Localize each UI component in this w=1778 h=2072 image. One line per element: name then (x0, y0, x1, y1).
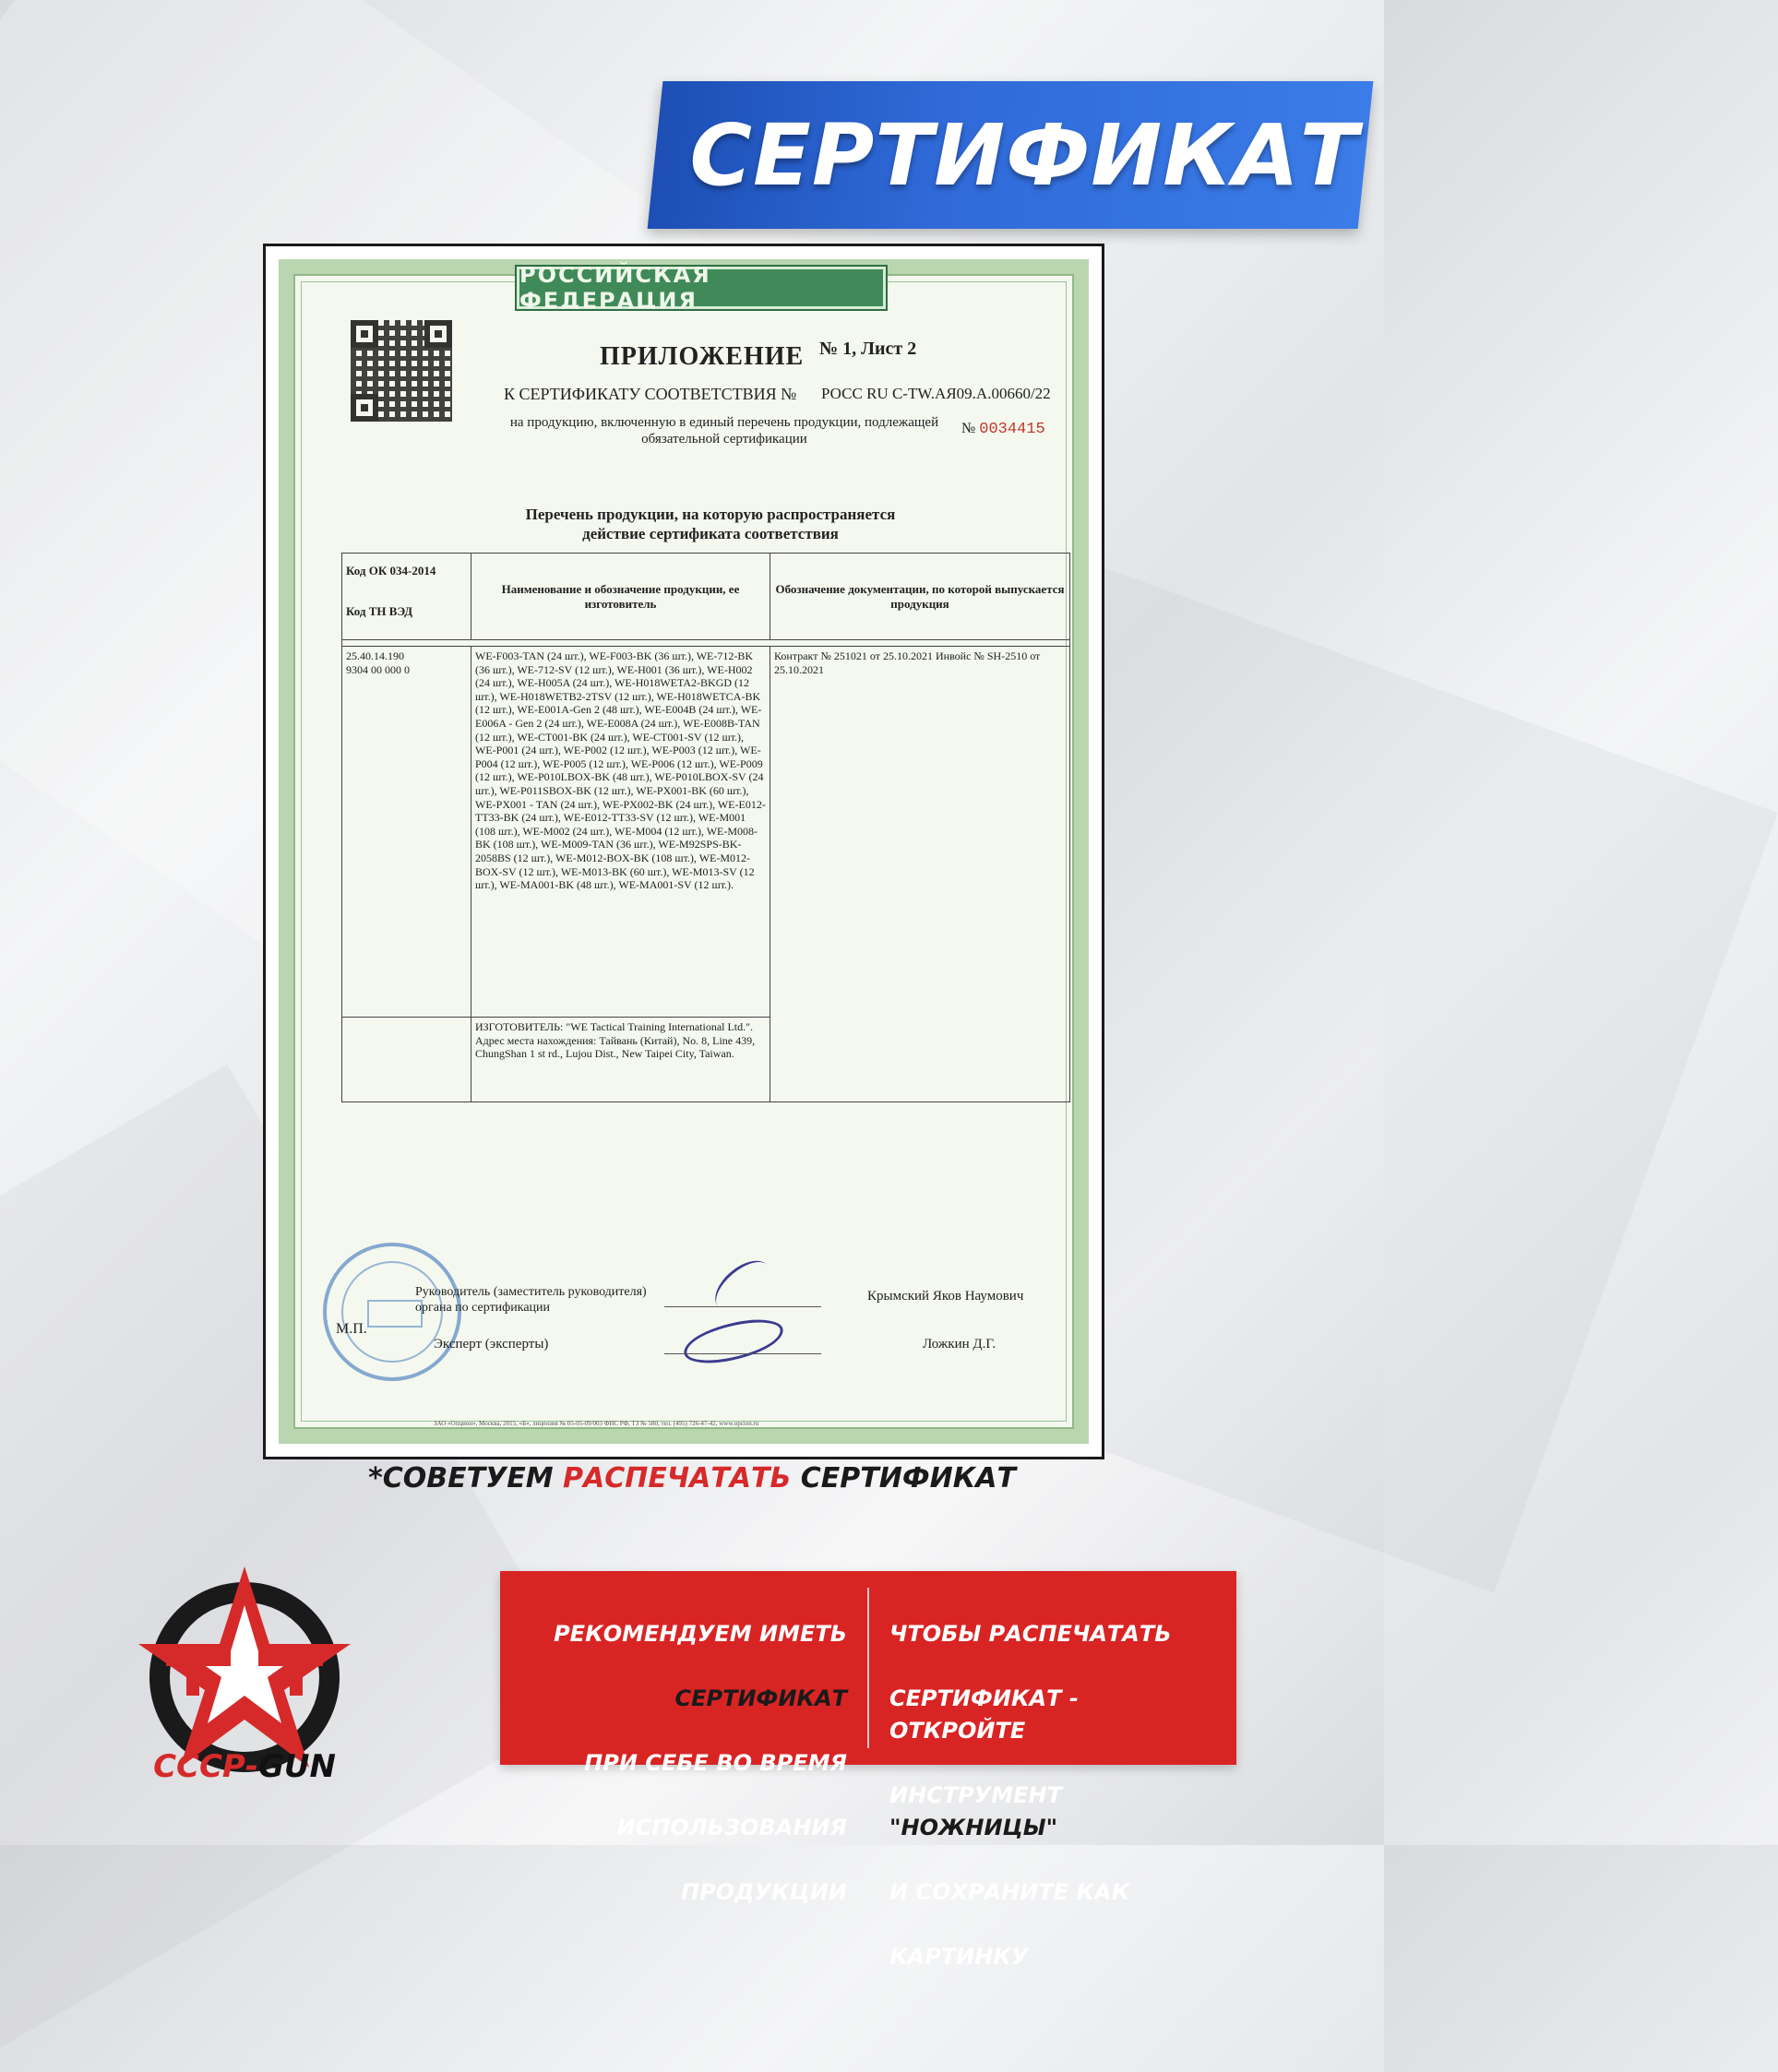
cert-ref-label: К СЕРТИФИКАТУ СООТВЕТСТВИЯ № (504, 385, 797, 403)
logo-pistol-right-grip (290, 1664, 303, 1696)
products-cell: WE-F003-TAN (24 шт.), WE-F003-BK (36 шт.), WE-712-BK (36 шт.), WE-712-SV (12 шт.), WE-H001 (36 шт.), WE-H002 (24 шт.), WE-H005A (24 шт.), WE-H018WETA2-BKGD (12 шт.), WE-H018WETB2-2TSV (12 шт.), WE-H018WETCA-BK (12 шт.), WE-E001A-Gen 2 (48 шт.), WE-E004B (24 шт.), WE-E006A - Gen 2 (24 шт.), WE-E008A (24 шт.), WE-E008B-TAN (12 шт.), WE-CT001-BK (24 шт.), WE-CT001-SV (12 шт.), WE-P001 (24 шт.), WE-P002 (12 шт.), WE-P003 (12 шт.), WE-P004 (12 шт.), WE-P005 (12 шт.), WE-P006 (12 шт.), WE-P009 (12 шт.), WE-P010LBOX-BK (48 шт.), WE-P010LBOX-SV (24 шт.), WE-P011SBOX-BK (12 шт.), WE-PX001-BK (60 шт.), WE-PX001 - TAN (24 шт.), WE-PX002-BK (24 шт.), WE-E012-TT33-BK (24 шт.), WE-E012-TT33-SV (12 шт.), WE-M001 (108 шт.), WE-M002 (24 шт.), WE-M004 (12 шт.), WE-M008-BK (108 шт.), WE-M009-TAN (36 шт.), WE-M92SPS-BK-2058BS (12 шт.), WE-M012-BOX-BK (108 шт.), WE-M012-BOX-SV (12 шт.), WE-M013-BK (60 шт.), WE-M013-SV (12 шт.), WE-MA001-BK (48 шт.), WE-MA001-SV (12 шт.). (471, 647, 770, 1018)
stamp-label: М.П. (336, 1321, 367, 1337)
table-row (342, 647, 1070, 1018)
logo-pistol-right (258, 1649, 323, 1666)
certificate-sheet (279, 259, 1089, 1444)
signature-line (664, 1306, 821, 1307)
cert-ref-number: РОСС RU C-TW.АЯ09.А.00660/22 (821, 385, 1051, 402)
code-cell: 25.40.14.190 9304 00 000 0 (342, 647, 471, 1018)
logo-pistol-left-grip (186, 1664, 199, 1696)
manufacturer-cell: ИЗГОТОВИТЕЛЬ: "WE Tactical Training International Ltd.". Адрес места нахождения: Тайвань (Китай), No. 8, Line 439, ChungShan 1 st rd., Lujou Dist., New Taipei City, Taiwan. (471, 1018, 770, 1102)
printer-imprint: ЗАО «Опцион», Москва, 2015, «Б», лицензия № 05-05-09/003 ФНС РФ, ТЗ № 580, тел. (495) 726-47-42, www.opcion.ru (434, 1420, 759, 1427)
inclusion-text: на продукцию, включенную в единый перечень продукции, подлежащей обязательной сертификации (509, 415, 939, 447)
info-right: ЧТОБЫ РАСПЕЧАТАТЬ СЕРТИФИКАТ - ОТКРОЙТЕ ИНСТРУМЕНТ "НОЖНИЦЫ" И СОХРАНИТЕ КАК КАРТИНКУ (889, 1621, 1172, 1970)
documents-cell: Контракт № 251021 от 25.10.2021 Инвойс № SH-2510 от 25.10.2021 (770, 647, 1070, 1102)
table-header-row (342, 554, 1070, 640)
header-doc: Обозначение документации, по которой выпускается продукция (770, 554, 1070, 640)
logo-text: СССР-GUN (153, 1748, 336, 1785)
blank-number-value: 0034415 (979, 421, 1045, 438)
print-advice-highlight: РАСПЕЧАТАТЬ (563, 1462, 792, 1494)
logo-pistol-left (166, 1649, 231, 1666)
info-left: РЕКОМЕНДУЕМ ИМЕТЬ СЕРТИФИКАТ ПРИ СЕБЕ ВО ВРЕМЯ ИСПОЛЬЗОВАНИЯ ПРОДУКЦИИ (554, 1621, 847, 1905)
head-label: Руководитель (заместитель руководителя) органа по сертификации (415, 1285, 647, 1315)
appendix-number: № 1, Лист 2 (819, 339, 917, 359)
signature-line (664, 1353, 821, 1354)
print-advice: *СОВЕТУЕМ РАСПЕЧАТАТЬ СЕРТИФИКАТ (368, 1462, 1016, 1494)
blank-number: № 0034415 (961, 421, 1045, 438)
expert-label: Эксперт (эксперты) (434, 1337, 549, 1352)
header-name: Наименование и обозначение продукции, ее изготовитель (471, 554, 770, 640)
list-title: Перечень продукции, на которую распространяется действие сертификата соответствия (525, 506, 896, 542)
appendix-title: ПРИЛОЖЕНИЕ (600, 342, 805, 371)
expert-name: Ложкин Д.Г. (923, 1337, 996, 1352)
country-plate: РОССИЙСКАЯ ФЕДЕРАЦИЯ (517, 267, 886, 309)
cccp-gun-logo-icon (138, 1559, 351, 1771)
banner-title: СЕРТИФИКАТ (689, 105, 1359, 205)
header-codes: Код ОК 034-2014 Код ТН ВЭД (342, 554, 471, 640)
certificate-image (263, 244, 1104, 1459)
qr-code-icon (351, 320, 452, 422)
info-box (500, 1571, 1236, 1970)
head-name: Крымский Яков Наумович (867, 1289, 1024, 1304)
product-table (341, 553, 1070, 1102)
